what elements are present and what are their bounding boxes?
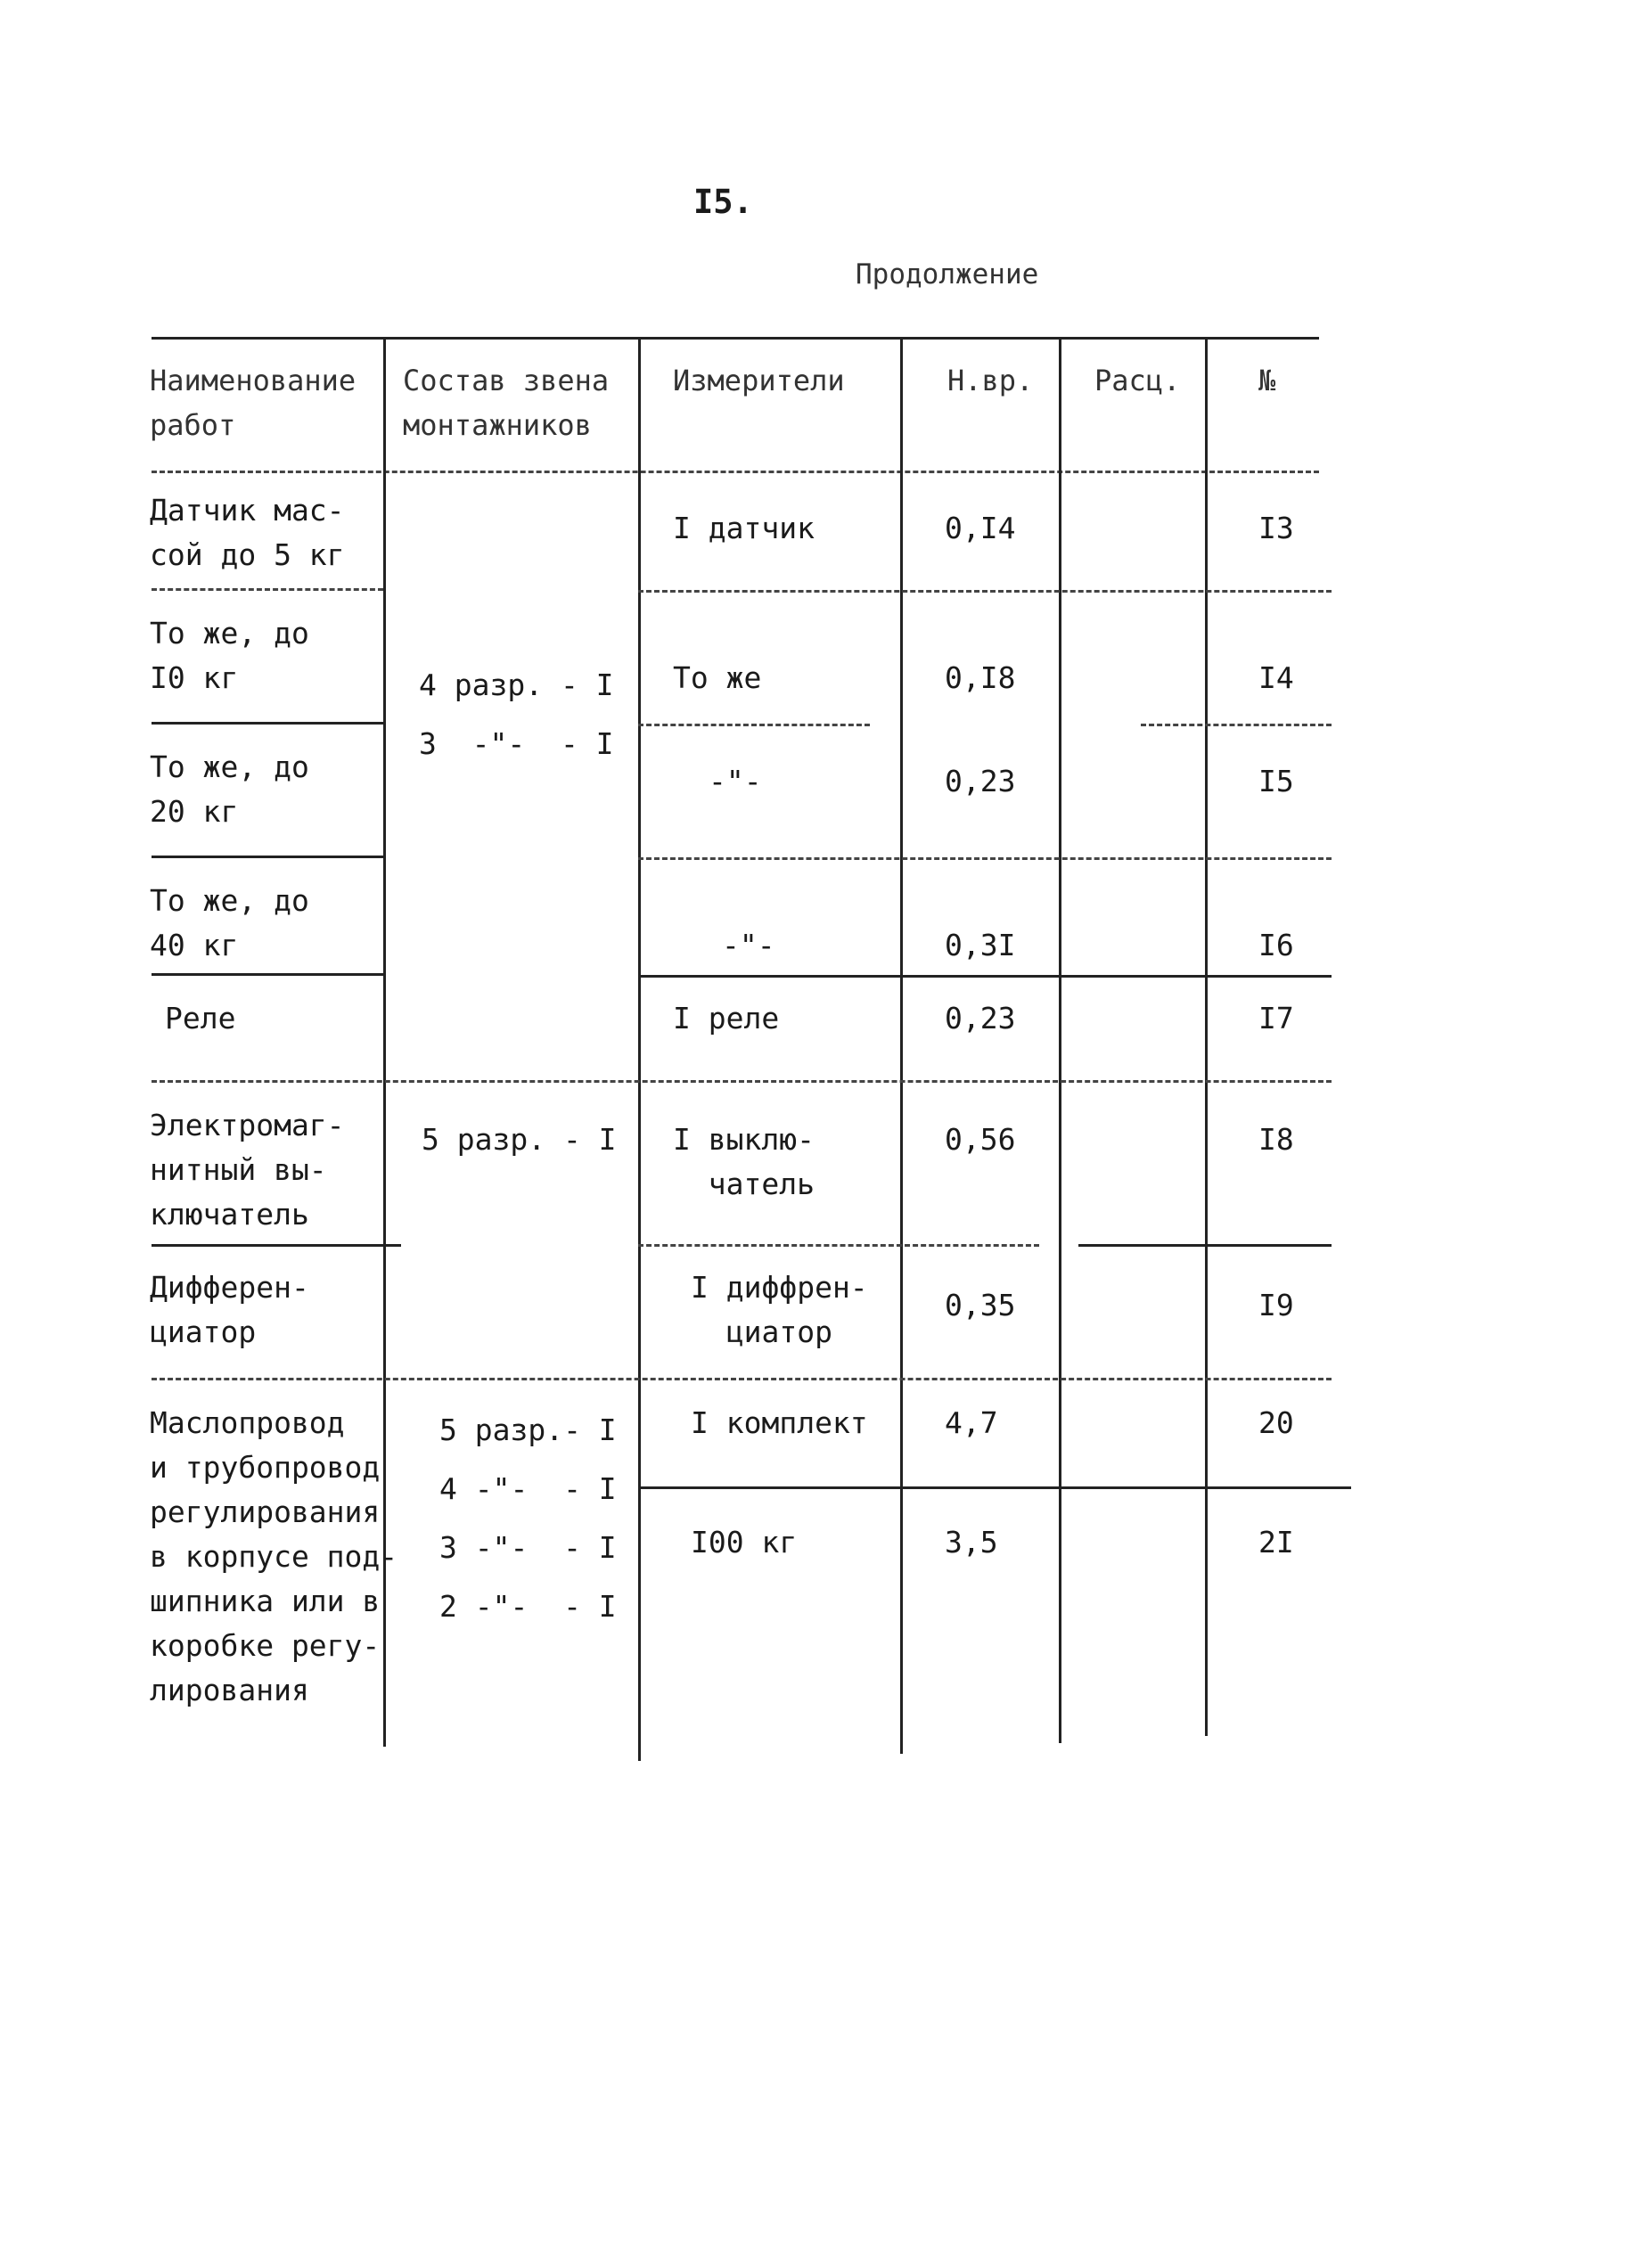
header-meters: Измерители xyxy=(673,364,845,397)
row-meter: I датчик xyxy=(673,511,815,545)
row-name: Датчик мас- сой до 5 кг xyxy=(150,493,345,572)
row-rule xyxy=(152,1244,401,1247)
row-name: Реле xyxy=(165,1001,236,1036)
row-rule xyxy=(638,590,1332,593)
row-name: Электромаг- нитный вы- ключатель xyxy=(150,1108,345,1232)
row-rule xyxy=(152,973,383,976)
row-no: I9 xyxy=(1258,1288,1294,1322)
row-rule xyxy=(152,1080,1332,1083)
row-norm: 0,23 xyxy=(945,764,1016,798)
row-rule xyxy=(1078,1244,1332,1247)
row-rule xyxy=(638,724,870,726)
row-meter: -"- xyxy=(709,764,762,798)
row-no: I5 xyxy=(1258,764,1294,798)
row-norm: 0,23 xyxy=(945,1001,1016,1036)
row-no: I6 xyxy=(1258,928,1294,962)
header-bottom-rule xyxy=(152,471,1319,473)
row-no: I4 xyxy=(1258,660,1294,695)
row-no: I7 xyxy=(1258,1001,1294,1036)
row-rule xyxy=(638,975,1332,978)
row-no: I8 xyxy=(1258,1122,1294,1157)
row-norm: 0,I4 xyxy=(945,511,1016,545)
row-rule xyxy=(152,722,383,725)
header-norm: Н.вр. xyxy=(947,364,1034,397)
row-no: 2I xyxy=(1258,1525,1294,1560)
row-name: Маслопровод и трубопровод регулирования в корпусе под- шипника или в коробке регу- лирования xyxy=(150,1405,398,1707)
row-rule xyxy=(638,1486,1351,1489)
row-no: I3 xyxy=(1258,511,1294,545)
column-divider xyxy=(638,337,641,1761)
row-meter: I диффрен- циатор xyxy=(691,1270,868,1349)
table-top-rule xyxy=(152,337,1319,340)
row-meter: -"- xyxy=(722,928,775,962)
crew-cell: 5 разр. - I xyxy=(422,1122,617,1157)
header-rate: Расц. xyxy=(1094,364,1181,397)
row-meter: I00 кг xyxy=(691,1525,798,1560)
column-divider xyxy=(1205,337,1208,1736)
row-norm: 0,35 xyxy=(945,1288,1016,1322)
row-name: То же, до 40 кг xyxy=(150,883,309,962)
page-number: I5. xyxy=(693,183,753,221)
row-norm: 4,7 xyxy=(945,1405,998,1440)
column-divider xyxy=(900,337,903,1754)
crew-cell: 5 разр.- I 4 -"- - I 3 -"- - I 2 -"- - I xyxy=(439,1412,617,1624)
row-meter: I комплект xyxy=(691,1405,868,1440)
row-norm: 0,I8 xyxy=(945,660,1016,695)
header-name: Наименование работ xyxy=(150,364,356,442)
header-no: № xyxy=(1258,364,1276,397)
row-no: 20 xyxy=(1258,1405,1294,1440)
row-rule xyxy=(152,588,383,591)
row-rule xyxy=(1141,724,1332,726)
row-rule xyxy=(152,1378,1332,1380)
row-rule xyxy=(152,856,383,858)
row-norm: 3,5 xyxy=(945,1525,998,1560)
row-meter: То же xyxy=(673,660,762,695)
row-meter: I выклю- чатель xyxy=(673,1122,815,1201)
row-norm: 0,3I xyxy=(945,928,1016,962)
row-rule xyxy=(638,857,1332,860)
crew-cell: 4 разр. - I 3 -"- - I xyxy=(419,667,614,761)
header-crew: Состав звена монтажников xyxy=(403,364,610,442)
row-rule xyxy=(638,1244,1039,1247)
row-norm: 0,56 xyxy=(945,1122,1016,1157)
continued-label: Продолжение xyxy=(856,258,1039,291)
row-meter: I реле xyxy=(673,1001,780,1036)
row-name: То же, до 20 кг xyxy=(150,749,309,829)
row-name: Дифферен- циатор xyxy=(150,1270,309,1349)
row-name: То же, до I0 кг xyxy=(150,616,309,695)
column-divider xyxy=(1059,337,1061,1743)
